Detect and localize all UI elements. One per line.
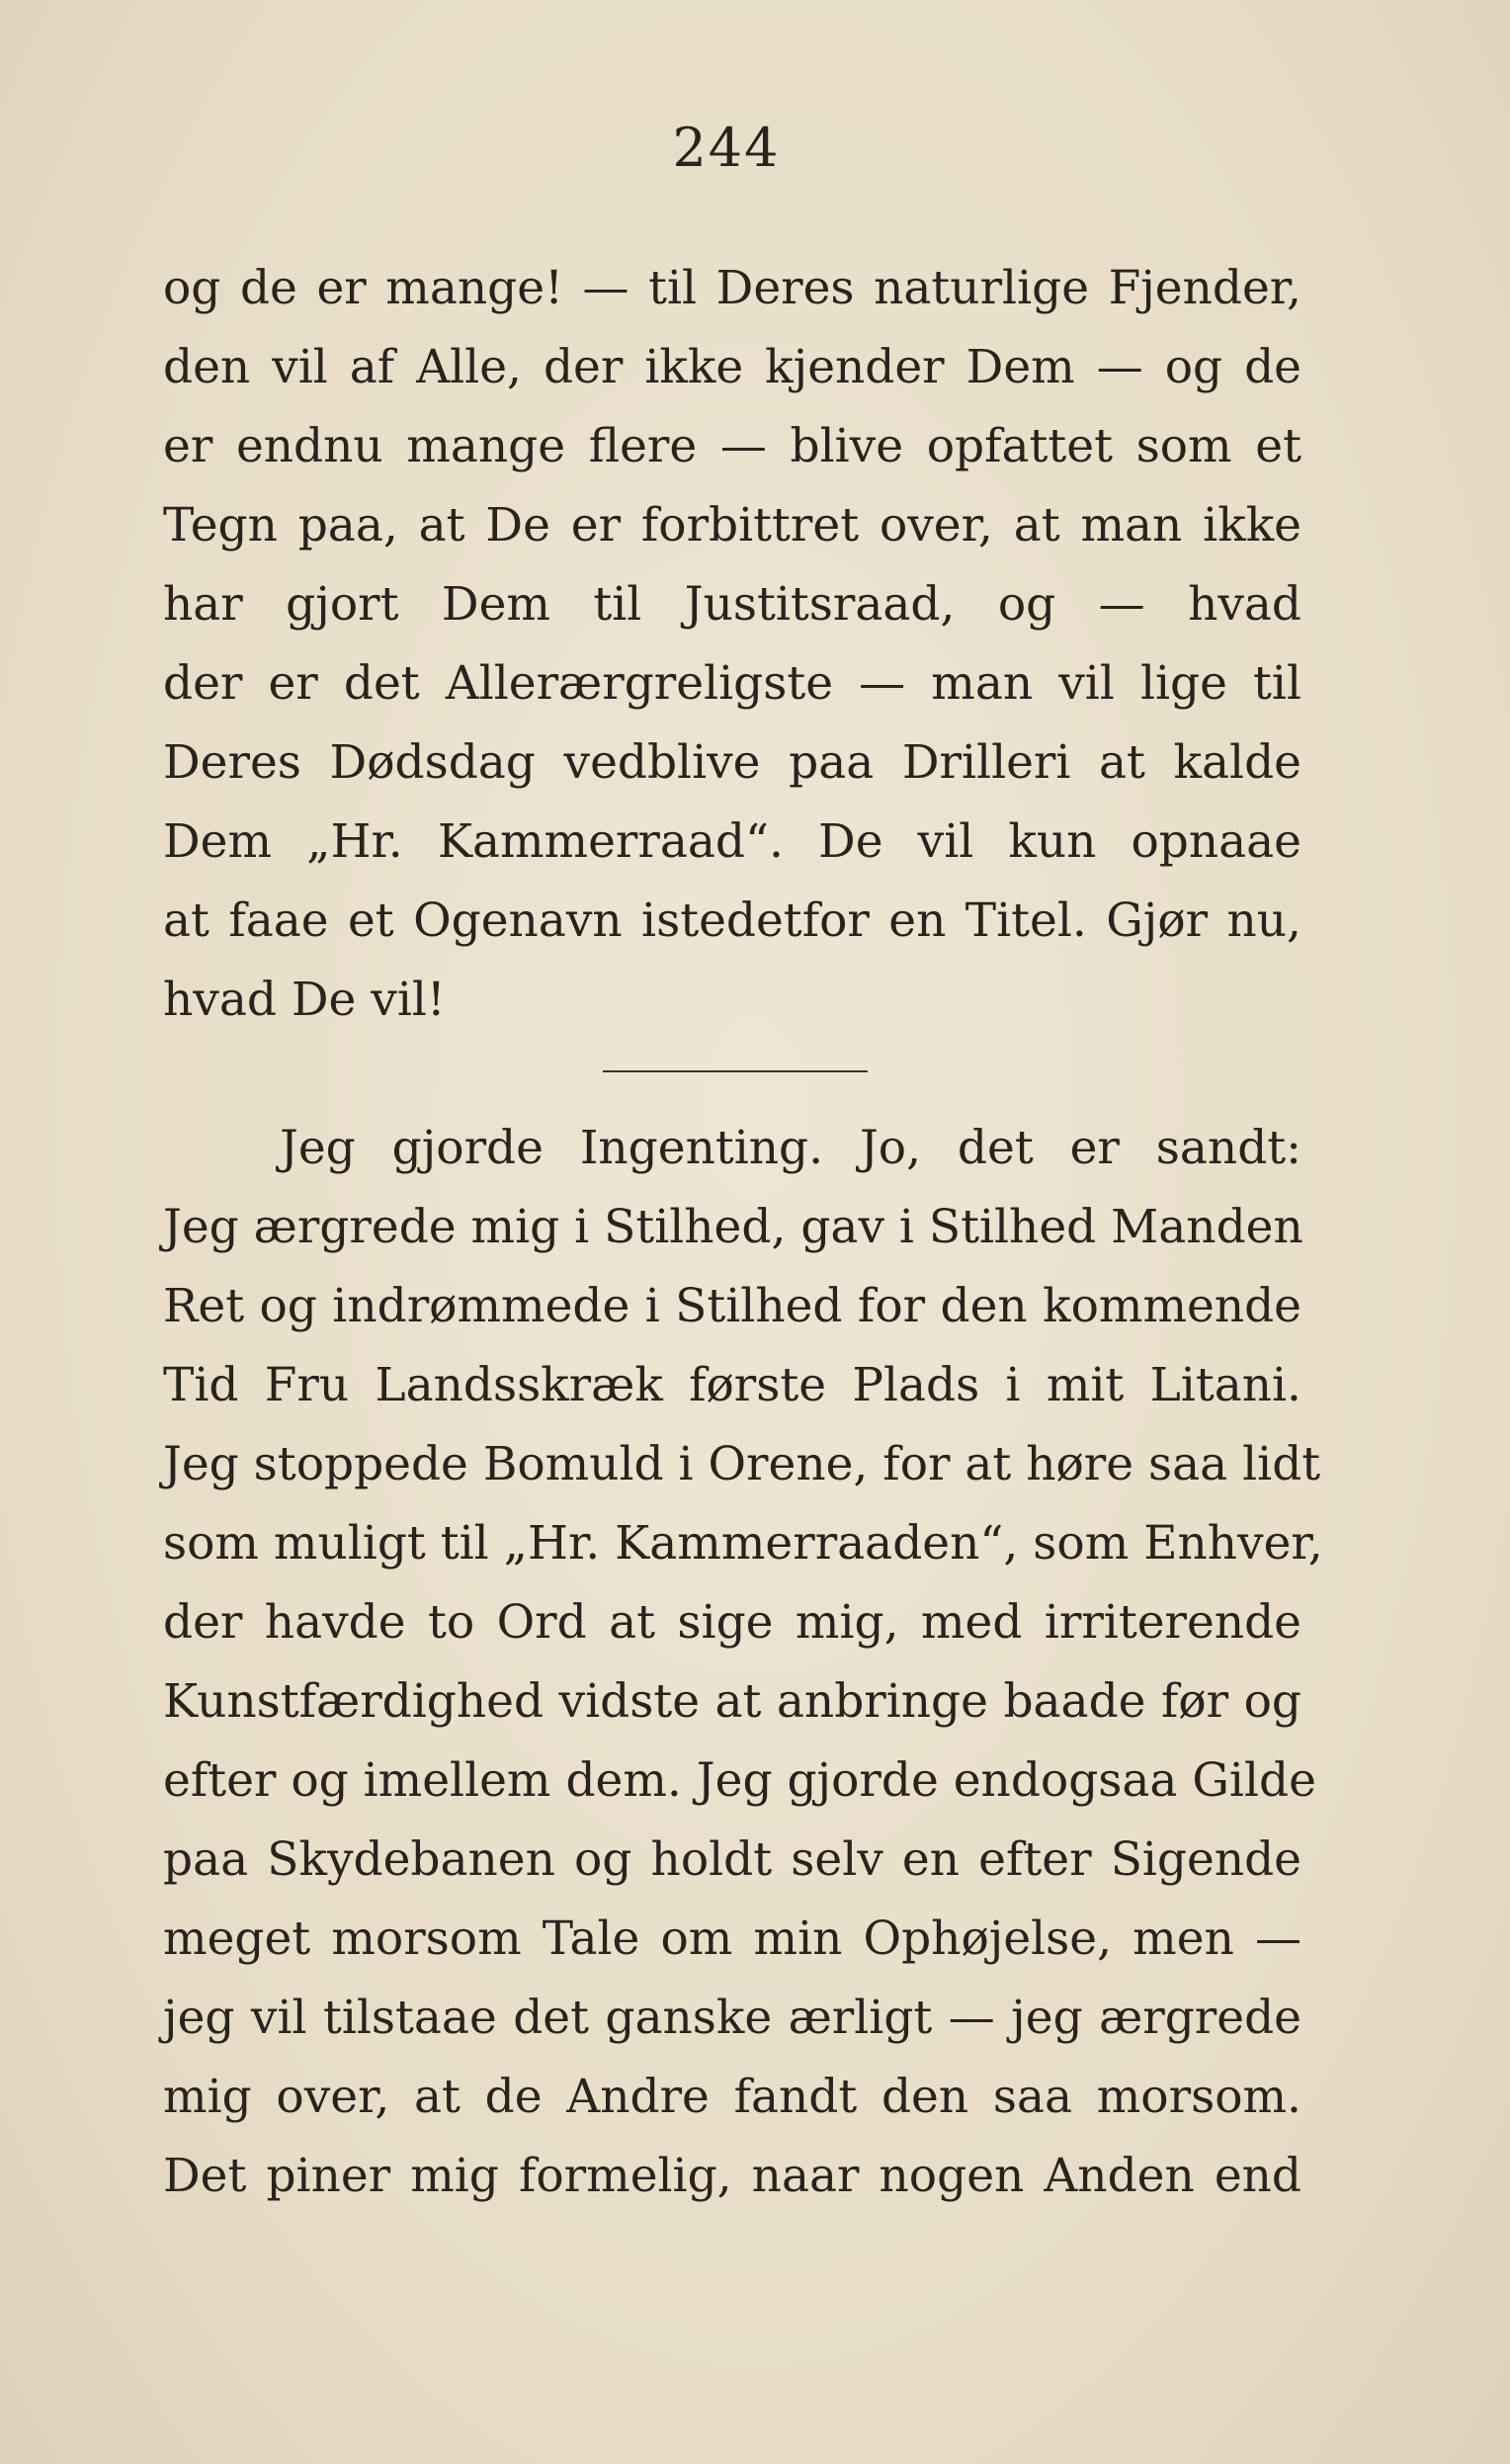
text-line: Dem „Hr. Kammerraad“. De vil kun opnaae (163, 814, 1301, 869)
text-line: meget morsom Tale om min Ophøjelse, men — (163, 1912, 1301, 1966)
text-line: Deres Dødsdag vedblive paa Drilleri at kalde (163, 735, 1301, 790)
text-line: hvad De vil! (163, 973, 446, 1027)
text-line: Tegn paa, at De er forbittret over, at man ikke (163, 498, 1301, 552)
section-divider (603, 1070, 868, 1072)
text-line: Kunstfærdighed vidste at anbringe baade før og (163, 1674, 1301, 1729)
paragraph-2 (163, 1109, 1323, 2216)
text-line: og de er mange! — til Deres naturlige Fjender, (163, 261, 1301, 315)
text-line: den vil af Alle, der ikke kjender Dem — og de (163, 340, 1301, 394)
text-line: efter og imellem dem. Jeg gjorde endogsaa Gilde (163, 1753, 1316, 1808)
text-line: at faae et Ogenavn istedetfor en Titel. Gjør nu, (163, 893, 1301, 948)
text-line: jeg vil tilstaae det ganske ærligt — jeg ærgrede (163, 1991, 1301, 2045)
text-line: Det piner mig formelig, naar nogen Anden end (163, 2149, 1301, 2203)
text-line: Ret og indrømmede i Stilhed for den kommende (163, 1279, 1301, 1333)
text-line: som muligt til „Hr. Kammerraaden“, som Enhver, (163, 1516, 1323, 1571)
page-number: 244 (672, 117, 781, 179)
text-line: Jeg ærgrede mig i Stilhed, gav i Stilhed Manden (163, 1200, 1303, 1254)
text-line: er endnu mange flere — blive opfattet som et (163, 419, 1301, 473)
text-line: der havde to Ord at sige mig, med irriterende (163, 1595, 1301, 1650)
text-line: Jeg gjorde Ingenting. Jo, det er sandt: (280, 1121, 1301, 1175)
text-line: har gjort Dem til Justitsraad, og — hvad (163, 577, 1301, 632)
text-line: paa Skydebanen og holdt selv en efter Sigende (163, 1832, 1301, 1887)
paragraph-1 (163, 249, 1301, 1040)
text-line: mig over, at de Andre fandt den saa morsom. (163, 2070, 1301, 2124)
text-line: Tid Fru Landsskræk første Plads i mit Litani. (163, 1358, 1301, 1412)
text-line: Jeg stoppede Bomuld i Orene, for at høre saa lidt (163, 1437, 1321, 1491)
text-line: der er det Allerærgreligste — man vil lige til (163, 656, 1301, 711)
